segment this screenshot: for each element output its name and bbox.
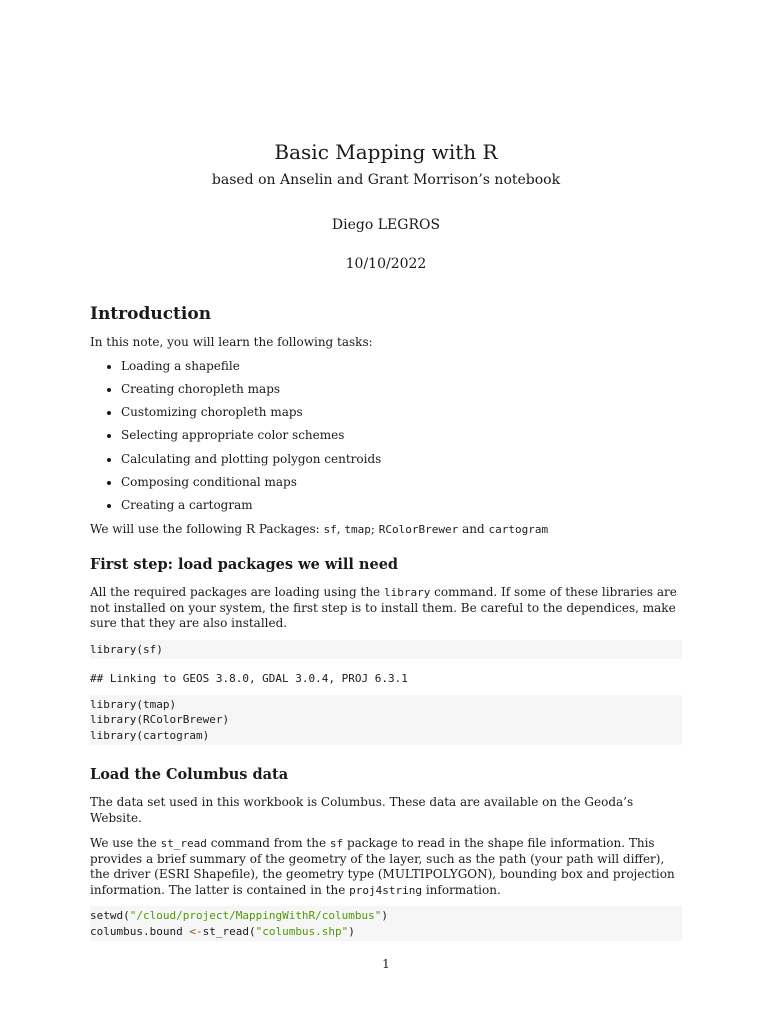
code-string: "/cloud/project/MappingWithR/columbus" (129, 909, 382, 923)
list-item: • Selecting appropriate color schemes (121, 428, 682, 443)
columbus-paragraph-1: The data set used in this workbook is Columbus. These data are available on the Geoda’s Website. (90, 795, 634, 825)
section-heading-first-step: First step: load packages we will need (90, 556, 399, 574)
inline-code: proj4string (349, 883, 423, 897)
paragraph-text: All the required packages are loading using the (90, 585, 384, 600)
section-heading-introduction: Introduction (90, 304, 212, 324)
code-output: ## Linking to GEOS 3.8.0, GDAL 3.0.4, PROJ 6.3.1 (90, 672, 408, 686)
code-string: "columbus.shp" (255, 924, 349, 938)
packages-text: We will use the following R Packages: (90, 521, 324, 536)
list-item: • Calculating and plotting polygon centroids (121, 452, 682, 467)
paragraph-text: information. (422, 882, 501, 897)
paragraph-text: command. If some of these libraries are not installed on your system, the first step is to install them. Be careful to the dependices, make sure that they are also installed. (90, 585, 677, 631)
package-name: tmap (344, 522, 371, 536)
code-line: library(RColorBrewer) (90, 713, 230, 727)
columbus-paragraph-2 (90, 836, 682, 898)
separator: ; (370, 521, 379, 536)
document-author: Diego LEGROS (331, 217, 441, 233)
document-subtitle: based on Anselin and Grant Morrison’s notebook (211, 172, 561, 188)
document-body (90, 303, 682, 949)
inline-code: library (383, 586, 431, 600)
list-item: • Creating a cartogram (121, 498, 682, 513)
document-date: 10/10/2022 (345, 256, 427, 272)
task-list (90, 359, 682, 514)
package-name: RColorBrewer (378, 522, 459, 536)
code-token: ) (381, 909, 389, 923)
inline-code: st_read (160, 837, 207, 851)
list-item: • Loading a shapefile (121, 359, 682, 374)
code-token: st_read( (202, 924, 256, 938)
document-page (90, 0, 682, 1024)
code-block (90, 640, 682, 660)
code-line: library(tmap) (90, 697, 177, 711)
list-item: • Customizing choropleth maps (121, 405, 682, 420)
package-name: sf (323, 522, 337, 536)
page-number: 1 (382, 957, 390, 971)
paragraph-text: package to read in the shape file information. This provides a brief summary of the geometry of the layer, such as the path (your path will differ), the driver (ESRI Shapefile), the geometry type (MULTIPOLYGON), bounding box and projection information. The latter is contained in the (90, 836, 675, 897)
document-title: Basic Mapping with R (274, 140, 498, 164)
code-line: library(cartogram) (90, 728, 210, 742)
code-token: columbus.bound (90, 924, 190, 938)
code-token: ) (348, 924, 355, 938)
code-block (90, 906, 682, 941)
code-line: library(sf) (90, 642, 163, 656)
paragraph-text: We use the (90, 836, 161, 851)
intro-lead: In this note, you will learn the following tasks: (90, 335, 373, 349)
code-operator: <- (189, 924, 203, 938)
code-block (90, 695, 682, 746)
separator: and (458, 521, 489, 536)
first-step-paragraph (90, 585, 682, 632)
section-heading-columbus: Load the Columbus data (90, 766, 289, 784)
separator: , (336, 521, 345, 536)
paragraph-text: command from the (206, 836, 330, 851)
package-name: cartogram (488, 522, 549, 536)
code-token: setwd( (90, 909, 130, 923)
packages-paragraph (90, 522, 682, 538)
list-item: • Composing conditional maps (121, 475, 682, 490)
list-item: • Creating choropleth maps (121, 382, 682, 397)
inline-code: sf (329, 837, 344, 851)
